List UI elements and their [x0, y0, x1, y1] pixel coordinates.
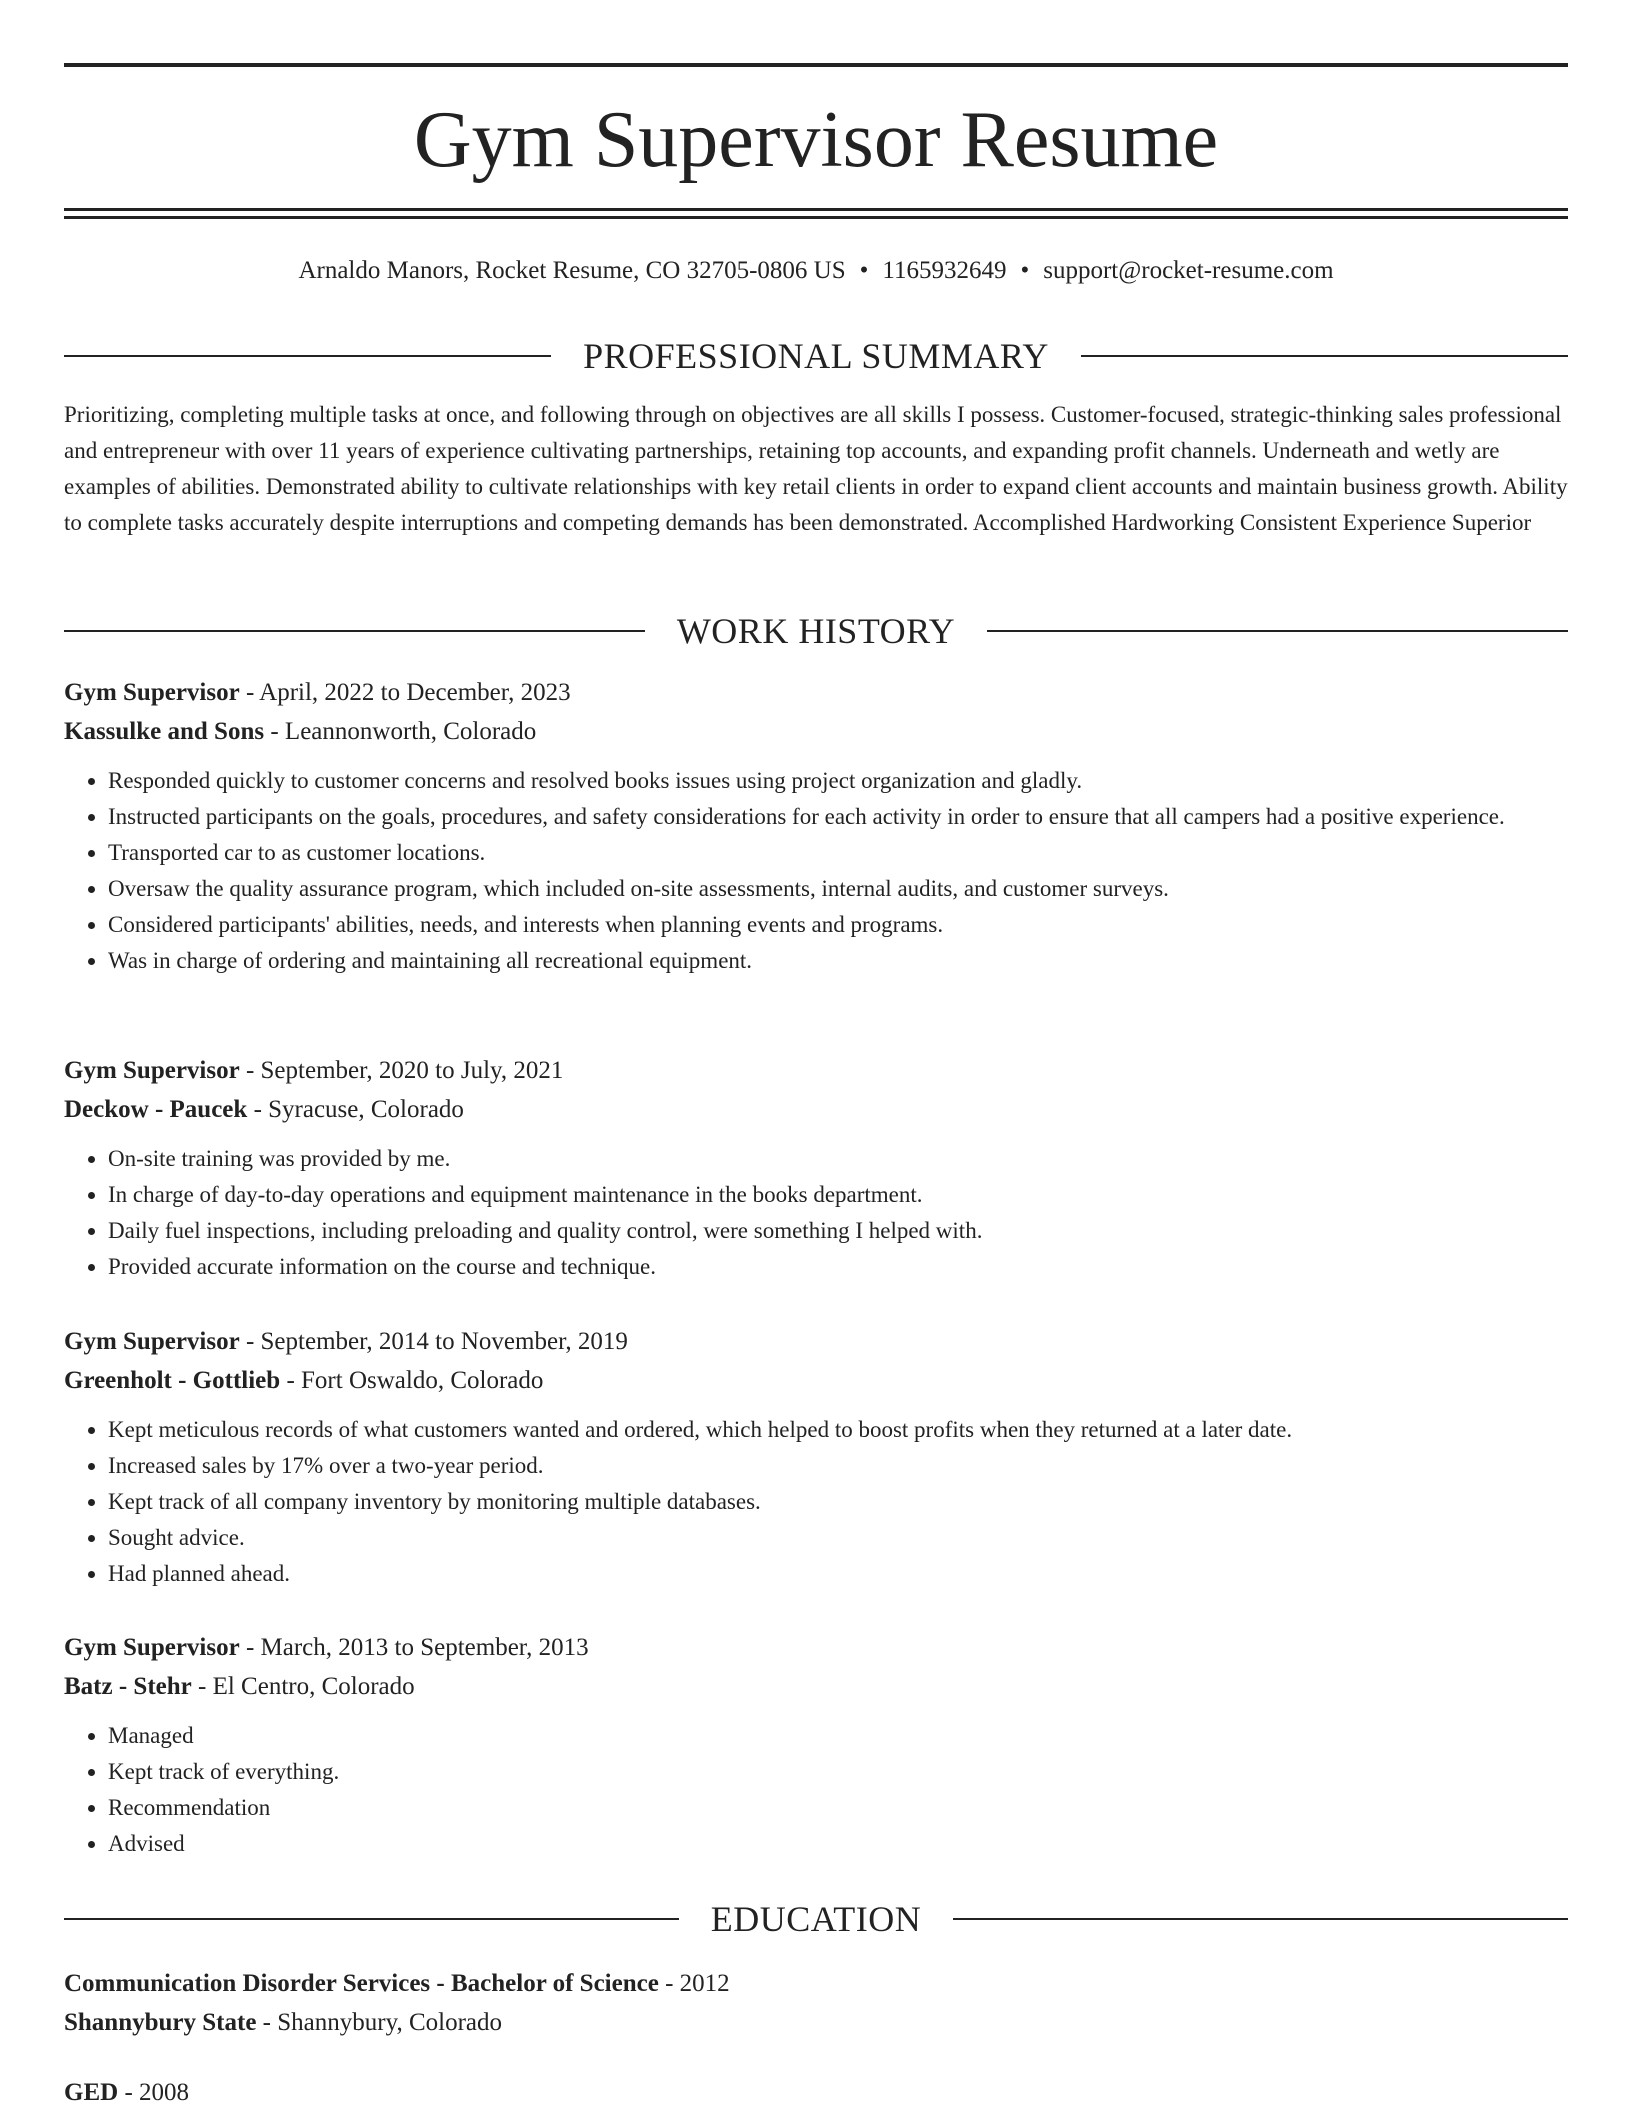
job-bullet: • Increased sales by 17% over a two-year period.: [108, 1448, 1568, 1484]
job-company-line: [64, 1091, 1568, 1130]
education-degree-line: [64, 1965, 1568, 2004]
job-bullets: [64, 1141, 1568, 1285]
job-company: Kassulke and Sons: [64, 717, 265, 745]
job-title: Gym Supervisor: [64, 1057, 240, 1084]
heading-rule-left: [64, 355, 551, 357]
job-bullets: [64, 1718, 1568, 1862]
education-degree-line: [64, 2074, 1568, 2113]
job-bullet: • Instructed participants on the goals, procedures, and safety considerations for each activity in order to ensure that all campers had a positive experience.: [108, 799, 1568, 835]
job-bullet: • Kept track of all company inventory by monitoring multiple databases.: [108, 1484, 1568, 1520]
job-bullet: • Sought advice.: [108, 1520, 1568, 1556]
professional-summary: Prioritizing, completing multiple tasks at once, and following through on objectives are all skills I possess. Customer-focused, strategic-thinking sales professional and entrepreneur with over 11 years of experience cultivating partnerships, retaining top accounts, and expanding profit channels. Underneath and wetly are examples of abilities. Demonstrated ability to cultivate relationships with key retail clients in order to expand client accounts and maintain business growth. Ability to complete tasks accurately despite interruptions and competing demands has been demonstrated. Accomplished Hardworking Consistent Experience Superior: [64, 402, 1568, 535]
job-title-line: [64, 1323, 1568, 1362]
resume-title: Gym Supervisor Resume: [413, 96, 1219, 184]
education-entry: [64, 2074, 1568, 2113]
heading-rule-left: [64, 630, 645, 632]
title-rule-upper: [64, 208, 1568, 211]
job-bullet: • Managed: [108, 1718, 1568, 1754]
job-location: - Fort Oswaldo, Colorado: [280, 1366, 544, 1394]
job-bullets: [64, 763, 1568, 979]
job-bullet: • On-site training was provided by me.: [108, 1141, 1568, 1177]
section-heading-work: [64, 606, 1568, 656]
job-bullets: [64, 1412, 1568, 1592]
job-company: Batz - Stehr: [64, 1672, 192, 1700]
job-location: - Leannonworth, Colorado: [264, 717, 537, 745]
section-title: WORK HISTORY: [676, 611, 956, 651]
education-location: - Shannybury, Colorado: [256, 2008, 502, 2036]
education-entry: [64, 1965, 1568, 2042]
heading-rule-right: [1081, 355, 1568, 357]
education-year: - 2012: [658, 1970, 730, 1997]
job-bullet: • In charge of day-to-day operations and equipment maintenance in the books department.: [108, 1177, 1568, 1213]
job-title-line: [64, 1052, 1568, 1091]
job-location: - El Centro, Colorado: [191, 1672, 415, 1700]
contact-phone: 1165932649: [882, 257, 1007, 284]
section-title: EDUCATION: [710, 1899, 922, 1939]
job-location: - Syracuse, Colorado: [247, 1095, 464, 1123]
job-entry: [64, 674, 1568, 979]
job-company-line: [64, 1668, 1568, 1707]
job-bullet: • Advised: [108, 1826, 1568, 1862]
heading-rule-left: [64, 1918, 679, 1920]
section-title: PROFESSIONAL SUMMARY: [583, 336, 1049, 376]
job-company: Greenholt - Gottlieb: [64, 1366, 281, 1394]
education-degree: Communication Disorder Services - Bachelor of Science: [64, 1970, 659, 1997]
job-bullet: • Oversaw the quality assurance program, which included on-site assessments, internal audits, and customer surveys.: [108, 871, 1568, 907]
section-heading-summary: [64, 331, 1568, 381]
job-dates: - March, 2013 to September, 2013: [239, 1634, 589, 1661]
title-rule-lower: [64, 216, 1568, 219]
job-company: Deckow - Paucek: [64, 1095, 248, 1123]
education-year: - 2008: [118, 2079, 190, 2106]
job-dates: - April, 2022 to December, 2023: [239, 679, 571, 706]
job-company-line: [64, 1362, 1568, 1401]
job-dates: - September, 2020 to July, 2021: [239, 1057, 564, 1084]
job-entry: [64, 1323, 1568, 1592]
job-bullet: • Daily fuel inspections, including preloading and quality control, were something I helped with.: [108, 1213, 1568, 1249]
contact-address: Arnaldo Manors, Rocket Resume, CO 32705-0806 US: [298, 257, 846, 284]
education-school-line: [64, 2004, 1568, 2043]
education-school: Shannybury State: [64, 2008, 257, 2036]
contact-line: [0, 254, 1632, 288]
job-bullet: • Recommendation: [108, 1790, 1568, 1826]
job-title-line: [64, 674, 1568, 713]
job-bullet: • Provided accurate information on the course and technique.: [108, 1249, 1568, 1285]
job-dates: - September, 2014 to November, 2019: [239, 1328, 628, 1355]
job-bullet: • Was in charge of ordering and maintaining all recreational equipment.: [108, 943, 1568, 979]
job-bullet: • Kept track of everything.: [108, 1754, 1568, 1790]
top-rule: [64, 63, 1568, 67]
heading-rule-right: [987, 630, 1568, 632]
heading-rule-right: [953, 1918, 1568, 1920]
job-title: Gym Supervisor: [64, 1634, 240, 1661]
contact-separator: •: [859, 257, 869, 284]
job-entry: [64, 1052, 1568, 1285]
job-company-line: [64, 713, 1568, 752]
job-bullet: • Transported car to as customer locations.: [108, 835, 1568, 871]
education-degree: GED: [64, 2079, 119, 2106]
job-title: Gym Supervisor: [64, 679, 240, 706]
job-title: Gym Supervisor: [64, 1328, 240, 1355]
job-bullet: • Considered participants' abilities, needs, and interests when planning events and programs.: [108, 907, 1568, 943]
job-bullet: • Had planned ahead.: [108, 1556, 1568, 1592]
contact-email: support@rocket-resume.com: [1043, 257, 1334, 284]
section-heading-education: [64, 1894, 1568, 1944]
job-bullet: • Responded quickly to customer concerns and resolved books issues using project organization and gladly.: [108, 763, 1568, 799]
job-entry: [64, 1629, 1568, 1862]
contact-separator: •: [1020, 257, 1030, 284]
job-title-line: [64, 1629, 1568, 1668]
job-bullet: • Kept meticulous records of what customers wanted and ordered, which helped to boost profits when they returned at a later date.: [108, 1412, 1568, 1448]
